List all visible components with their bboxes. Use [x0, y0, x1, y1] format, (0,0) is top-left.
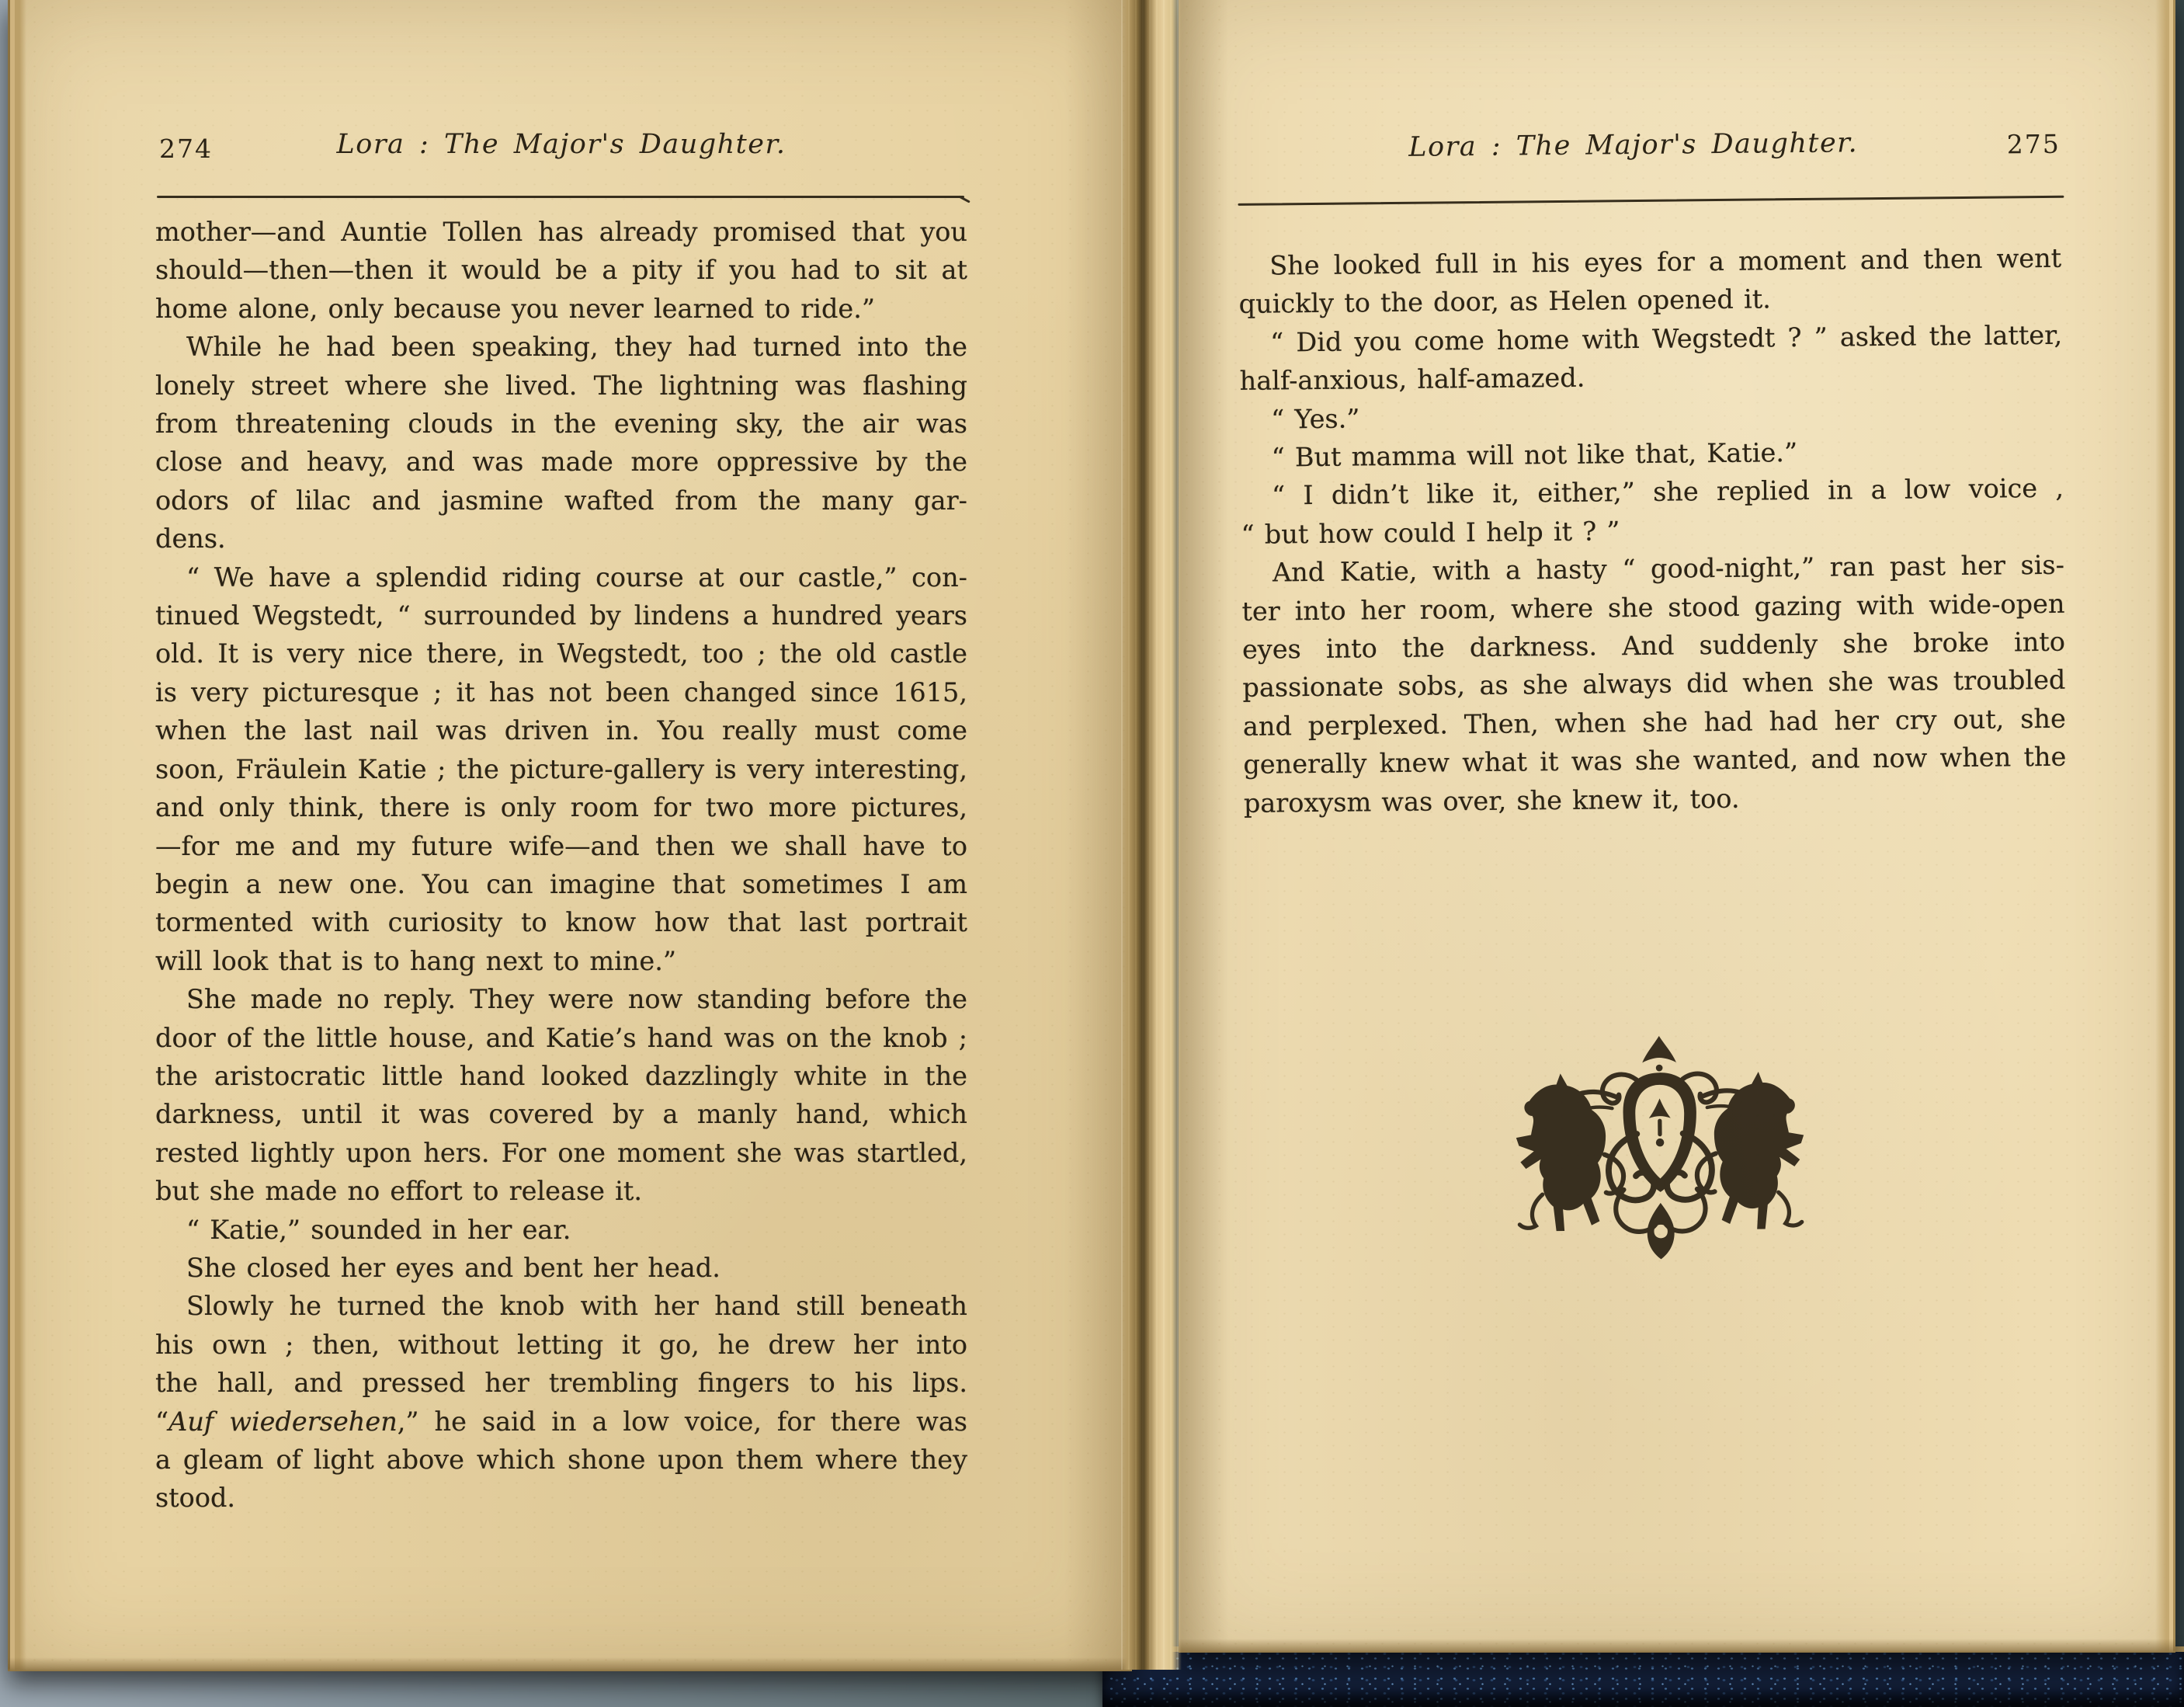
text-line: “ Katie,” sounded in her ear. [186, 1214, 571, 1245]
text-line: will look that is to hang next to mine.” [155, 945, 676, 976]
text-line: a gleam of light above which shone upon them where they [155, 1445, 967, 1475]
text-line: mother—and Auntie Tollen has already promised that you [155, 217, 967, 247]
text-line: tormented with curiosity to know how that last portrait [155, 907, 967, 938]
text-line: home alone, only because you never learned to ride.” [155, 293, 876, 324]
running-title-left: Lora : The Major's Daughter. [336, 129, 786, 160]
text-line: paroxysm was over, she knew it, too. [1243, 783, 1740, 819]
text-line: rested lightly upon hers. For one moment she was startled, [155, 1137, 967, 1168]
text-line: should—then—then it would be a pity if you had to sit at [155, 255, 967, 286]
text-line: She closed her eyes and bent her head. [186, 1252, 720, 1283]
text-line: generally knew what it was she wanted, and now when the [1243, 742, 2067, 780]
paragraph [155, 213, 967, 328]
text-line: ter into her room, where she stood gazing with wide-open [1241, 588, 2065, 627]
paragraph [1241, 546, 2067, 822]
page-number-left: 274 [159, 134, 213, 164]
paragraph [155, 1211, 967, 1249]
text-line: She made no reply. They were now standing before the [186, 984, 967, 1015]
paragraph [155, 1287, 967, 1517]
text-line: stood. [155, 1483, 236, 1514]
horses-ornament [1503, 1031, 1818, 1264]
text-line: “ but how could I help it ? ” [1241, 516, 1620, 550]
text-line: when the last nail was driven in. You really must come [155, 715, 967, 746]
text-line: quickly to the door, as Helen opened it. [1238, 283, 1772, 320]
paragraph [1241, 469, 2064, 554]
paragraph [1238, 239, 2062, 324]
text-line: eyes into the darkness. And suddenly she broke into [1241, 626, 2066, 665]
text-line: close and heavy, and was made more oppressive by the [155, 447, 967, 478]
horse-left-icon [1516, 1073, 1624, 1232]
text-line: Slowly he turned the knob with her hand still beneath [186, 1291, 967, 1322]
page-number-right: 275 [2006, 128, 2061, 160]
text-line: “ We have a splendid riding course at our castle,” con- [186, 561, 967, 593]
text-line: passionate sobs, as she always did when she was troubled [1242, 665, 2066, 704]
header-rule-right [1238, 196, 2064, 206]
text-line: half-anxious, half-amazed. [1239, 362, 1585, 397]
text-line: tinued Wegstedt, “ surrounded by lindens a hundred years [155, 600, 967, 631]
left-page-text [155, 213, 967, 1518]
right-page [1179, 0, 2175, 1653]
text-line: old. It is very nice there, in Wegstedt, too ; the old castle [155, 638, 967, 669]
text-line: While he had been speaking, they had turned into the [186, 332, 967, 363]
right-page-text [1238, 239, 2067, 822]
paragraph [155, 1249, 967, 1287]
text-line: and only think, there is only room for two more pictures, [155, 792, 967, 823]
text-line: the hall, and pressed her trembling fingers to his lips. [155, 1368, 967, 1399]
text-line: door of the little house, and Katie’s hand was on the knob ; [155, 1022, 967, 1053]
left-page [8, 0, 1132, 1671]
paragraph [155, 558, 967, 980]
rule-hook [958, 195, 970, 203]
text-line: but she made no effort to release it. [155, 1176, 642, 1207]
paragraph [155, 328, 967, 558]
header-rule-left [157, 196, 964, 198]
text-line: “Auf wiedersehen,” he said in a low voice, for there was [155, 1406, 968, 1437]
text-line: She looked full in his eyes for a moment and then went [1269, 242, 2062, 281]
text-line: “ I didn’t like it, either,” she replied in a low voice , [1271, 473, 2064, 511]
text-line: darkness, until it was covered by a manly hand, which [155, 1099, 967, 1130]
text-line: begin a new one. You can imagine that sometimes I am [155, 868, 967, 899]
text-line: his own ; then, without letting it go, he drew her into [155, 1329, 967, 1360]
text-line: the aristocratic little hand looked dazzlingly white in the [155, 1060, 967, 1091]
text-line: And Katie, with a hasty “ good-night,” ran past her sis- [1272, 549, 2065, 588]
text-line: from threatening clouds in the evening sky, the air was [155, 408, 967, 440]
book-gutter [1121, 0, 1182, 1670]
text-line: “ Did you come home with Wegstedt ? ” asked the latter, [1269, 319, 2063, 358]
text-line: “ Yes.” [1270, 403, 1360, 435]
text-line: dens. [155, 523, 226, 555]
text-line: and perplexed. Then, when she had had her cry out, she [1242, 703, 2067, 742]
book-cover-edge [1102, 1646, 2184, 1707]
running-title-right: Lora : The Major's Daughter. [1408, 127, 1859, 163]
text-line: soon, Fräulein Katie ; the picture-gallery is very interesting, [155, 753, 967, 784]
text-line: “ But mamma will not like that, Katie.” [1271, 437, 1798, 473]
paragraph [155, 980, 967, 1210]
text-line: —for me and my future wife—and then we shall have to [155, 830, 967, 861]
text-line: is very picturesque ; it has not been changed since 1615, [155, 676, 967, 707]
paragraph [1239, 316, 2063, 401]
text-line: odors of lilac and jasmine wafted from the many gar- [155, 485, 967, 516]
text-line: lonely street where she lived. The lightning was flashing [155, 370, 967, 401]
